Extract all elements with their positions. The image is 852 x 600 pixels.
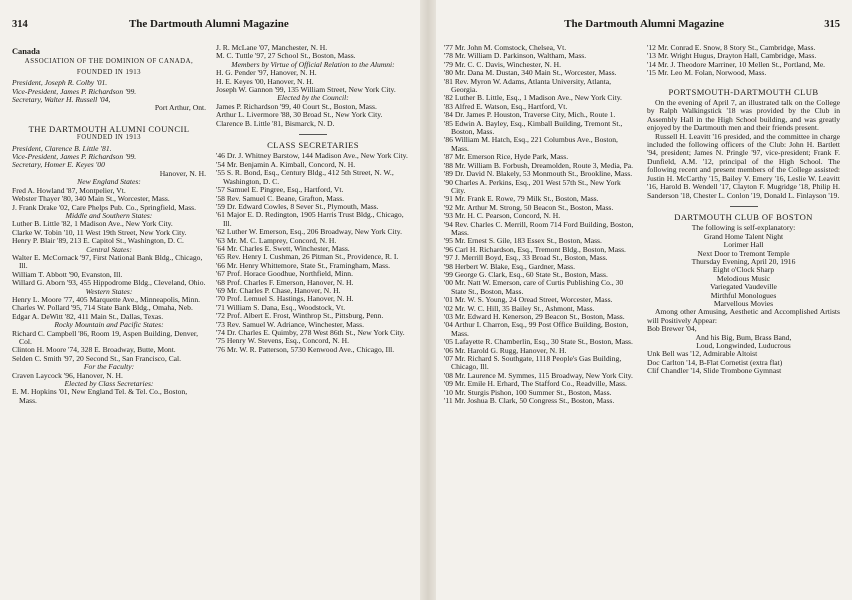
text-line: '58 Rev. Samuel C. Beane, Grafton, Mass. <box>216 193 345 203</box>
text-line: '90 Charles A. Perkins, Esq., 201 West 57th St., New York City. <box>444 177 621 195</box>
section-heading: DARTMOUTH CLUB OF BOSTON <box>674 211 813 222</box>
founded-note: ASSOCIATION OF THE DOMINION OF CANADA, <box>24 58 194 66</box>
text-line: '81 Rev. Myron W. Adams, Atlanta University, Atlanta, Georgia. <box>444 76 612 95</box>
paragraph: On the evening of April 7, an illustrated talk on the College by Ralph Walkingstick '18 was provided by the Club in Assembly Hall in the High School building, and was greatly enjoyed by the Dartmouth men and their friends present. <box>647 98 840 133</box>
text-line: Loud, Longwinded, Luducrous <box>696 341 791 350</box>
text-line: Vice-President, James P. Richardson '99. <box>12 152 137 162</box>
text-line: '46 Dr. J. Whitney Barstow, 144 Madison Ave., New York City. <box>216 151 408 161</box>
text-line: '84 Dr. James P. Houston, Traverse City, Mich., Route 1. <box>444 110 616 120</box>
text-line: '79 Mr. C. C. Davis, Winchester, N. H. <box>444 59 562 69</box>
text-line: '73 Rev. Samuel W. Adriance, Winchester, Mass. <box>216 319 364 329</box>
text-line: '13 Mr. Wright Hugus, Drayton Hall, Cambridge, Mass. <box>647 51 817 61</box>
text-line: '67 Prof. Horace Goodhue, Northfield, Minn. <box>216 269 353 279</box>
section-heading: Canada <box>12 47 40 56</box>
text-line: '65 Rev. Henry I. Cushman, 26 Pitman St., Providence, R. I. <box>216 252 399 262</box>
section-heading: THE DARTMOUTH ALUMNI COUNCIL <box>28 123 190 134</box>
text-line: Mirthful Monologues <box>710 290 777 300</box>
text-line: Bob Brewer '04, <box>647 324 697 334</box>
text-line: '09 Mr. Emile H. Erhard, The Stafford Co., Readville, Mass. <box>444 379 627 389</box>
text-line: Marvellous Movies <box>713 298 774 308</box>
left-page-number: 314 <box>12 19 28 30</box>
text-line: E. M. Hopkins '01, New England Tel. & Tel. Co., Boston, Mass. <box>12 387 188 405</box>
text-line: Charles W. Pollard '95, 714 State Bank Bldg., Omaha, Neb. <box>12 303 193 313</box>
subsection-heading: Elected by the Council: <box>277 93 349 103</box>
text-line: '88 Mr. William B. Forbush, Dreamolden, Route 3, Media, Pa. <box>444 160 634 170</box>
paragraph: Among other Amusing, Aesthetic and Accomplished Artists will Positively Appear: <box>647 307 840 325</box>
text-line: '08 Mr. Laurence M. Symmes, 115 Broadway, New York City. <box>444 370 633 380</box>
text-line: '86 William M. Hatch, Esq., 221 Columbus Ave., Boston, Mass. <box>444 135 618 153</box>
text-line: Clif Chandler '14, Slide Trombone Gymnast <box>647 366 782 376</box>
text-line: Melodious Music <box>716 273 771 283</box>
paragraph: Russell H. Leavitt '16 presided, and the committee in charge included the following officers of the Club: John H. Bartlett '94, president; James N. Pringle '97, vice-president; Frank F. Dunfield, A.M. '12, principal of the High School. The following recent and present members of the College assisted: Justin H. McCarthy '15, Bailey V. Emery '16, Leslie W. Leavitt '16, Harold B. Wendell '17, Clayton F. Mugridge '18, Philip H. Sanderson '18, Chester L. Conlon '19, Donald L. Finlayson '19. <box>647 131 840 200</box>
section-divider <box>730 206 758 207</box>
text-line: Clinton H. Moore '74, 328 E. Broadway, Butte, Mont. <box>12 345 176 355</box>
text-line: '66 Mr. Henry Whittemore, State St., Framingham, Mass. <box>216 260 390 270</box>
left-running-title: The Dartmouth Alumni Magazine <box>128 18 289 30</box>
right-column-2 <box>647 44 840 405</box>
text-line: '94 Rev. Charles C. Merrill, Room 714 Ford Building, Boston, Mass. <box>444 219 634 237</box>
text-line: '03 Mr. Edward H. Kenerson, 29 Beacon St., Boston, Mass. <box>444 312 625 321</box>
text-line: '71 William S. Dana, Esq., Woodstock, Vt. <box>216 302 346 312</box>
text-line: '68 Prof. Charles F. Emerson, Hanover, N. H. <box>216 277 354 287</box>
text-line: '54 Mr. Benjamin A. Kimball, Concord, N. H. <box>216 159 356 169</box>
text-line: '78 Mr. William D. Parkinson, Waltham, Mass. <box>444 51 587 61</box>
text-line: '14 Mr. J. Theodore Marriner, 10 Mellen St., Portland, Me. <box>647 59 826 69</box>
spacer <box>12 113 206 117</box>
section-heading: PORTSMOUTH-DARTMOUTH CLUB <box>668 86 819 97</box>
text-line: '62 Luther W. Emerson, Esq., 206 Broadway, New York City. <box>216 227 402 237</box>
text-line: Vice-President, James P. Richardson '99. <box>12 86 137 96</box>
text-line: '70 Prof. Lemuel S. Hastings, Hanover, N. H. <box>216 294 354 304</box>
text-line: Next Door to Tremont Temple <box>697 248 790 258</box>
subsection-heading: Elected by Class Secretaries: <box>64 379 154 389</box>
subsection-heading: Western States: <box>85 286 133 296</box>
text-line: Fred A. Howland '87, Montpelier, Vt. <box>12 185 126 195</box>
text-line: J. Frank Drake '02, Care Phelps Pub. Co., Springfield, Mass. <box>12 202 197 212</box>
text-line: '89 Dr. David N. Blakely, 53 Monmouth St., Brookline, Mass. <box>444 169 633 179</box>
right-running-title: The Dartmouth Alumni Magazine <box>564 18 725 30</box>
text-line: '02 Mr. W. C. Hill, 35 Bailey St., Ashmont, Mass. <box>444 303 595 313</box>
text-line: Walter E. McCornack '97, First National Bank Bldg., Chicago, Ill. <box>12 252 203 271</box>
text-line: J. R. McLane '07, Manchester, N. H. <box>216 43 328 52</box>
text-line: Grand Home Talent Night <box>703 231 784 241</box>
text-line: Craven Laycock '96, Hanover, N. H. <box>12 370 123 380</box>
text-line: H. E. Keyes '00, Hanover, N. H. <box>216 76 314 86</box>
right-page <box>436 0 852 600</box>
text-line: '10 Mr. Sturgis Pishon, 100 Summer St., Boston, Mass. <box>444 387 612 397</box>
text-line: '74 Dr. Charles E. Quimby, 278 West 86th St., New York City. <box>216 328 405 337</box>
text-line: '75 Henry W. Stevens, Esq., Concord, N. H. <box>216 336 349 346</box>
text-line: Willard G. Aborn '93, 455 Hippodrome Bldg., Cleveland, Ohio. <box>12 278 206 288</box>
text-line: Clarke W. Tobin '10, 11 West 19th Street, New York City. <box>12 227 187 237</box>
text-line: '80 Mr. Dana M. Dustan, 340 Main St., Worcester, Mass. <box>444 68 617 78</box>
spacer <box>647 78 840 82</box>
text-line: '96 Carl H. Richardson, Esq., Tremont Bldg., Boston, Mass. <box>444 244 626 254</box>
text-line: And his Big, Bum, Brass Band, <box>695 332 792 342</box>
subsection-heading: Central States: <box>86 244 132 254</box>
text-line: '01 Mr. W. S. Young, 24 Oread Street, Worcester, Mass. <box>444 295 613 305</box>
text-line: Doc Carlton '14, B-Flat Cornetist (extra flat) <box>647 357 783 367</box>
subsection-heading: Members by Virtue of Official Relation to the Alumni: <box>231 59 395 69</box>
text-line: '57 Samuel E. Pingree, Esq., Hartford, Vt. <box>216 185 344 195</box>
text-line: Richard C. Campbell '86, Room 19, Aspen Building, Denver, Col. <box>12 328 199 346</box>
text-line: James P. Richardson '99, 40 Court St., Boston, Mass. <box>216 101 377 111</box>
text-line: '07 Mr. Richard S. Southgate, 1118 People's Gas Building, Chicago, Ill. <box>444 354 622 372</box>
text-line: '98 Herbert W. Blake, Esq., Gardner, Mass. <box>444 261 575 271</box>
book-gutter <box>420 0 436 600</box>
text-line: Henry L. Moore '77, 405 Marquette Ave., Minneapolis, Minn. <box>12 294 201 304</box>
text-line: '00 Mr. Natt W. Emerson, care of Curtis Publishing Co., 30 State St., Boston, Mass. <box>444 278 624 296</box>
text-line: William T. Abbott '90, Evanston, Ill. <box>12 269 123 279</box>
text-line: '91 Mr. Frank E. Rowe, 79 Milk St., Boston, Mass. <box>444 194 599 204</box>
text-line: '64 Mr. Charles E. Swett, Winchester, Mass. <box>216 243 350 253</box>
text-line: '97 J. Merrill Boyd, Esq., 33 Broad St., Boston, Mass. <box>444 253 608 263</box>
left-column-2 <box>216 44 410 405</box>
text-line: '59 Dr. Edward Cowles, 8 Sever St., Plymouth, Mass. <box>216 201 379 211</box>
text-line: Henry P. Blair '89, 213 E. Capitol St., Washington, D. C. <box>12 236 184 246</box>
text-line: '92 Mr. Arthur M. Strong, 50 Beacon St., Boston, Mass. <box>444 202 614 212</box>
text-line: '11 Mr. Joshua B. Clark, 50 Congress St., Boston, Mass. <box>444 396 615 406</box>
text-line: Edgar A. DeWitt '82, 411 Main St., Dallas, Texas. <box>12 311 164 321</box>
text-line: '63 Mr. M. C. Lamprey, Concord, N. H. <box>216 235 337 245</box>
text-line: '06 Mr. Harold G. Rugg, Hanover, N. H. <box>444 345 567 355</box>
text-line: The following is self-explanatory: <box>691 223 796 233</box>
founded-note: FOUNDED IN 1913 <box>76 134 142 142</box>
text-line: Port Arthur, Ont. <box>154 103 206 113</box>
text-line: Joseph W. Gannon '99, 135 William Street, New York City. <box>216 85 396 95</box>
text-line: '61 Major E. D. Redington, 1905 Harris Trust Bldg., Chicago, Ill. <box>216 210 404 228</box>
subsection-heading: New England States: <box>77 177 141 187</box>
founded-note: FOUNDED IN 1913 <box>76 68 142 76</box>
text-line: '93 Mr. H. C. Pearson, Concord, N. H. <box>444 211 561 221</box>
left-page <box>0 0 420 600</box>
text-line: '83 Alfred E. Watson, Esq., Hartford, Vt. <box>444 101 568 111</box>
text-line: Unk Bell was '12, Admirable Altoist <box>647 349 758 359</box>
text-line: H. G. Pender '97, Hanover, N. H. <box>216 68 317 78</box>
text-line: '87 Mr. Emerson Rice, Hyde Park, Mass. <box>444 152 569 162</box>
text-line: Eight o'Clock Sharp <box>712 265 775 275</box>
text-line: '55 S. R. Bond, Esq., Century Bldg., 412 5th Street, N. W., Washington, D. C. <box>216 168 394 186</box>
text-line: Selden C. Smith '97, 20 Second St., San Francisco, Cal. <box>12 353 182 363</box>
text-line: '15 Mr. Leo M. Folan, Norwood, Mass. <box>647 68 767 78</box>
right-column-1 <box>444 44 637 405</box>
text-line: '72 Prof. Albert E. Frost, Winthrop St., Pittsburg, Penn. <box>216 311 384 321</box>
text-line: '77 Mr. John M. Comstock, Chelsea, Vt. <box>444 43 567 52</box>
text-line: Arthur L. Livermore '88, 30 Broad St., New York City. <box>216 110 383 120</box>
text-line: '99 George G. Clark, Esq., 60 State St., Boston, Mass. <box>444 269 608 279</box>
left-running-head <box>12 18 410 30</box>
section-heading: CLASS SECRETARIES <box>267 140 359 151</box>
text-line: Clarence B. Little '81, Bismarck, N. D. <box>216 118 335 128</box>
right-running-head <box>444 18 840 30</box>
text-line: '04 Arthur I. Charron, Esq., 99 Post Office Building, Boston, Mass. <box>444 320 629 338</box>
text-line: Thursday Evening, April 20, 1916 <box>691 256 796 266</box>
text-line: M. C. Tuttle '97, 27 School St., Boston, Mass. <box>216 51 356 61</box>
text-line: President, Clarence B. Little '81. <box>12 143 112 153</box>
text-line: '95 Mr. Ernest S. Gile, 183 Essex St., Boston, Mass. <box>444 236 602 246</box>
subsection-heading: For the Faculty: <box>83 362 135 372</box>
text-line: Webster Thayer '80, 340 Main St., Worcester, Mass. <box>12 194 170 204</box>
subsection-heading: Rocky Mountain and Pacific States: <box>54 320 164 330</box>
text-line: Hanover, N. H. <box>159 168 206 178</box>
text-line: Lorimer Hall <box>723 240 764 250</box>
text-line: '76 Mr. W. R. Patterson, 5730 Kenwood Ave., Chicago, Ill. <box>216 344 395 354</box>
text-line: '12 Mr. Conrad E. Snow, 8 Story St., Cambridge, Mass. <box>647 43 816 52</box>
left-column-1 <box>12 44 206 405</box>
text-line: President, Joseph R. Colby '01. <box>12 78 108 88</box>
text-line: '85 Edwin A. Bayley, Esq., Kimball Building, Tremont St., Boston, Mass. <box>444 118 623 137</box>
right-page-number: 315 <box>824 19 840 30</box>
text-line: Variegated Vaudeville <box>710 282 777 292</box>
text-line: '69 Mr. Charles P. Chase, Hanover, N. H. <box>216 285 341 295</box>
text-line: Secretary, Walter H. Russell '04, <box>12 95 111 105</box>
subsection-heading: Middle and Southern States: <box>65 210 153 220</box>
text-line: Secretary, Homer E. Keyes '00 <box>12 160 105 170</box>
text-line: Luther B. Little '82, 1 Madison Ave., New York City. <box>12 219 173 229</box>
section-divider <box>299 134 327 135</box>
text-line: '05 Lafayette R. Chamberlin, Esq., 30 State St., Boston, Mass. <box>444 337 633 347</box>
text-line: '82 Luther B. Little, Esq., 1 Madison Ave., New York City. <box>444 93 622 103</box>
